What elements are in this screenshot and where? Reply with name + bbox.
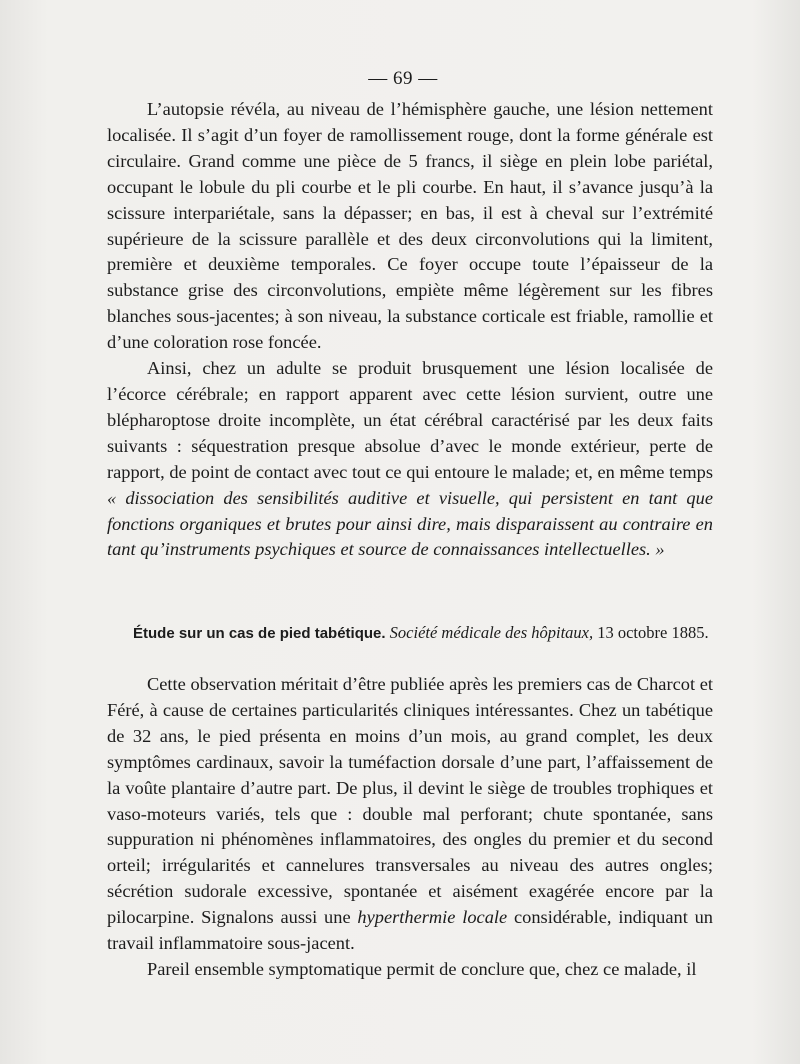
observation-text: Cette observation méritait d’être publiée après les premiers cas de Charcot et Féré, à cause de certaines particularités cliniques intéressantes. Chez un tabétique de 32 ans, le pied présenta en moins d’un mois, au grand complet, les deux symptômes cardinaux, savoir la tuméfaction dorsale d’une part, l’affaissement de la voûte plantaire d’autre part. De plus, il devint le siège de troubles trophiques et vaso-moteurs variés, tels que : double mal perforant; chute spontanée, sans suppuration ni phénomènes inflammatoires, des ongles du premier et du second orteil; irrégularités et cannelures transversales au niveau des autres ongles; sécrétion sudorale excessive, spontanée et aisément exagérée encore par la pilocarpine. Signalons aussi une xyxy=(107,674,713,928)
body-text-bottom xyxy=(107,672,713,983)
page-number: — 69 — xyxy=(368,68,438,89)
summary-text: Ainsi, chez un adulte se produit brusquement une lésion localisée de l’écorce cérébrale; en rapport apparent avec cette lésion survient, outre une blépharoptose droite incomplète, un état cérébral caractérisé par les deux faits suivants : séquestration presque absolue d’avec le monde extérieur, perte de rapport, de point de contact avec tout ce qui entoure le malade; et, en même temps xyxy=(107,358,713,482)
section-title: Étude sur un cas de pied tabétique. xyxy=(133,625,386,642)
body-text-top xyxy=(107,97,713,563)
paragraph-observation xyxy=(107,672,713,957)
paragraph-conclusion: Pareil ensemble symptomatique permit de conclure que, chez ce malade, il xyxy=(147,958,697,979)
paragraph-autopsy: L’autopsie révéla, au niveau de l’hémisphère gauche, une lésion nettement localisée. Il s’agit d’un foyer de ramollissement rouge, dont la forme générale est circulaire. Grand comme une pièce de 5 francs, il siège en plein lobe pariétal, occupant le lobule du pli courbe et le pli courbe. En haut, il s’avance jusqu’à la scissure interpariétale, sans la dépasser; en bas, il est à cheval sur l’extrémité supérieure de la scissure parallèle et des deux circonvolutions qui la limitent, première et deuxième temporales. Ce foyer occupe toute l’épaisseur de la substance grise des circonvolutions, empiète même légèrement sur les fibres blanches sous-jacentes; à son niveau, la substance corticale est friable, ramollie et d’une coloration rose foncée. xyxy=(107,99,713,353)
paragraph-summary xyxy=(107,356,713,563)
summary-quote: « dissociation des sensibilités auditive et visuelle, qui persistent en tant que fonctions organiques et brutes pour ainsi dire, mais disparaissent au contraire en tant qu’instruments psychiques et source de connaissances intellectuelles. » xyxy=(107,487,713,560)
observation-italic: hyperthermie locale xyxy=(357,907,508,928)
section-heading xyxy=(107,621,713,646)
section-source: Société médicale des hôpitaux, xyxy=(389,623,594,642)
observation-text-end: considérable, indiquant un travail inflammatoire sous-jacent. xyxy=(107,907,713,954)
section-date: 13 octobre 1885. xyxy=(597,623,709,642)
